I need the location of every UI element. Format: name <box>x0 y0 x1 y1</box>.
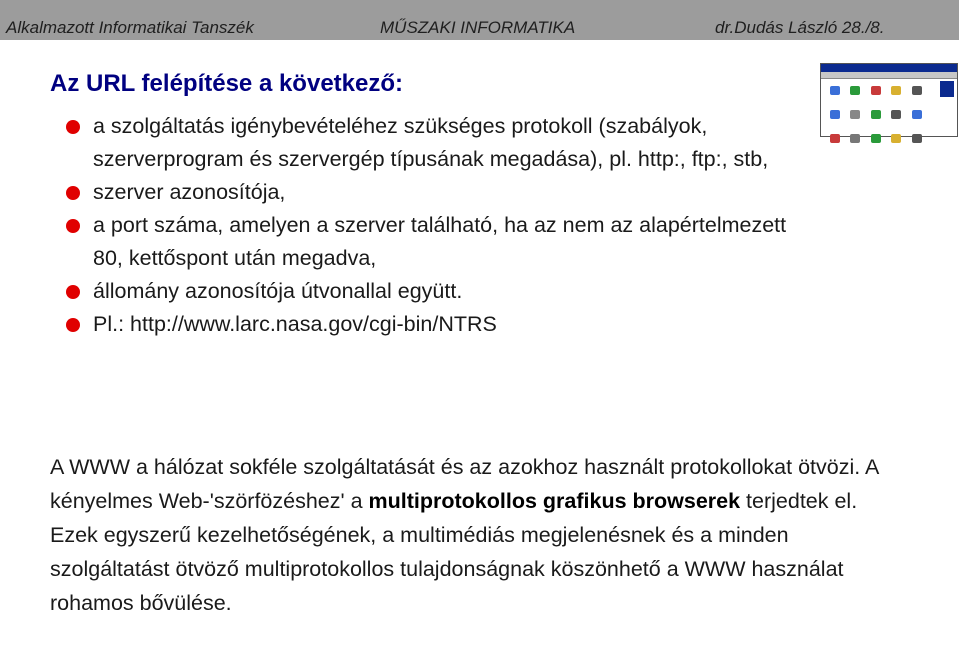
list-item-text: állomány azonosítója útvonallal együtt. <box>93 279 463 303</box>
list-item <box>60 308 810 341</box>
list-item-text: a szolgáltatás igénybevételéhez szükséges protokoll (szabályok, szerverprogram és szervergép típusának megadása), pl. http:, ftp:, stb, <box>93 114 769 171</box>
list-item <box>60 275 810 308</box>
app-icon <box>912 110 922 119</box>
app-icon <box>871 110 881 119</box>
url-parts-list <box>60 110 810 341</box>
header-bar <box>0 0 959 40</box>
thumbnail-icon-grid <box>827 84 937 156</box>
list-item <box>60 110 810 176</box>
list-item-text: szerver azonosítója, <box>93 180 286 204</box>
bullet-dot-icon <box>66 186 80 200</box>
header-course: MŰSZAKI INFORMATIKA <box>380 18 576 37</box>
thumbnail-side-panel <box>940 81 954 97</box>
app-icon <box>891 110 901 119</box>
paragraph-bold-phrase: multiprotokollos grafikus browserek <box>368 489 741 513</box>
thumbnail-toolbar <box>821 72 957 79</box>
list-item-text: Pl.: http://www.larc.nasa.gov/cgi-bin/NTRS <box>93 312 497 336</box>
thumbnail-titlebar <box>821 64 957 72</box>
app-icon <box>830 134 840 143</box>
app-icon <box>871 86 881 95</box>
app-icon <box>850 110 860 119</box>
list-item <box>60 209 810 275</box>
summary-paragraph <box>50 450 910 620</box>
app-icon <box>891 134 901 143</box>
bullet-dot-icon <box>66 285 80 299</box>
app-icon <box>850 134 860 143</box>
list-item <box>60 176 810 209</box>
app-icon <box>871 134 881 143</box>
bullet-dot-icon <box>66 318 80 332</box>
app-icon <box>891 86 901 95</box>
app-icon <box>912 86 922 95</box>
app-icon <box>830 86 840 95</box>
app-icon <box>850 86 860 95</box>
paragraph-text-end: terjedtek el. Ezek egyszerű kezelhetőségének, a multimédiás megjelenésnek és a minden szolgáltatást ötvöző multiprotokollos tulajdonságnak köszönhető a WWW használat rohamos bővülése. <box>50 489 858 615</box>
header-author-page: dr.Dudás László 28./8. <box>715 18 885 37</box>
bullet-dot-icon <box>66 219 80 233</box>
bullet-dot-icon <box>66 120 80 134</box>
list-item-text: a port száma, amelyen a szerver található, ha az nem az alapértelmezett 80, kettőspont után megadva, <box>93 213 787 270</box>
paragraph-text-start: A WWW a hálózat sokféle szolgáltatását és az azokhoz használt protokollokat ötvözi. A kényelmes Web-'szörfözéshez' a <box>50 455 879 513</box>
browser-window-thumbnail <box>820 63 958 137</box>
app-icon <box>830 110 840 119</box>
slide-title: Az URL felépítése a következő: <box>50 70 404 97</box>
header-department: Alkalmazott Informatikai Tanszék <box>6 18 254 37</box>
app-icon <box>912 134 922 143</box>
